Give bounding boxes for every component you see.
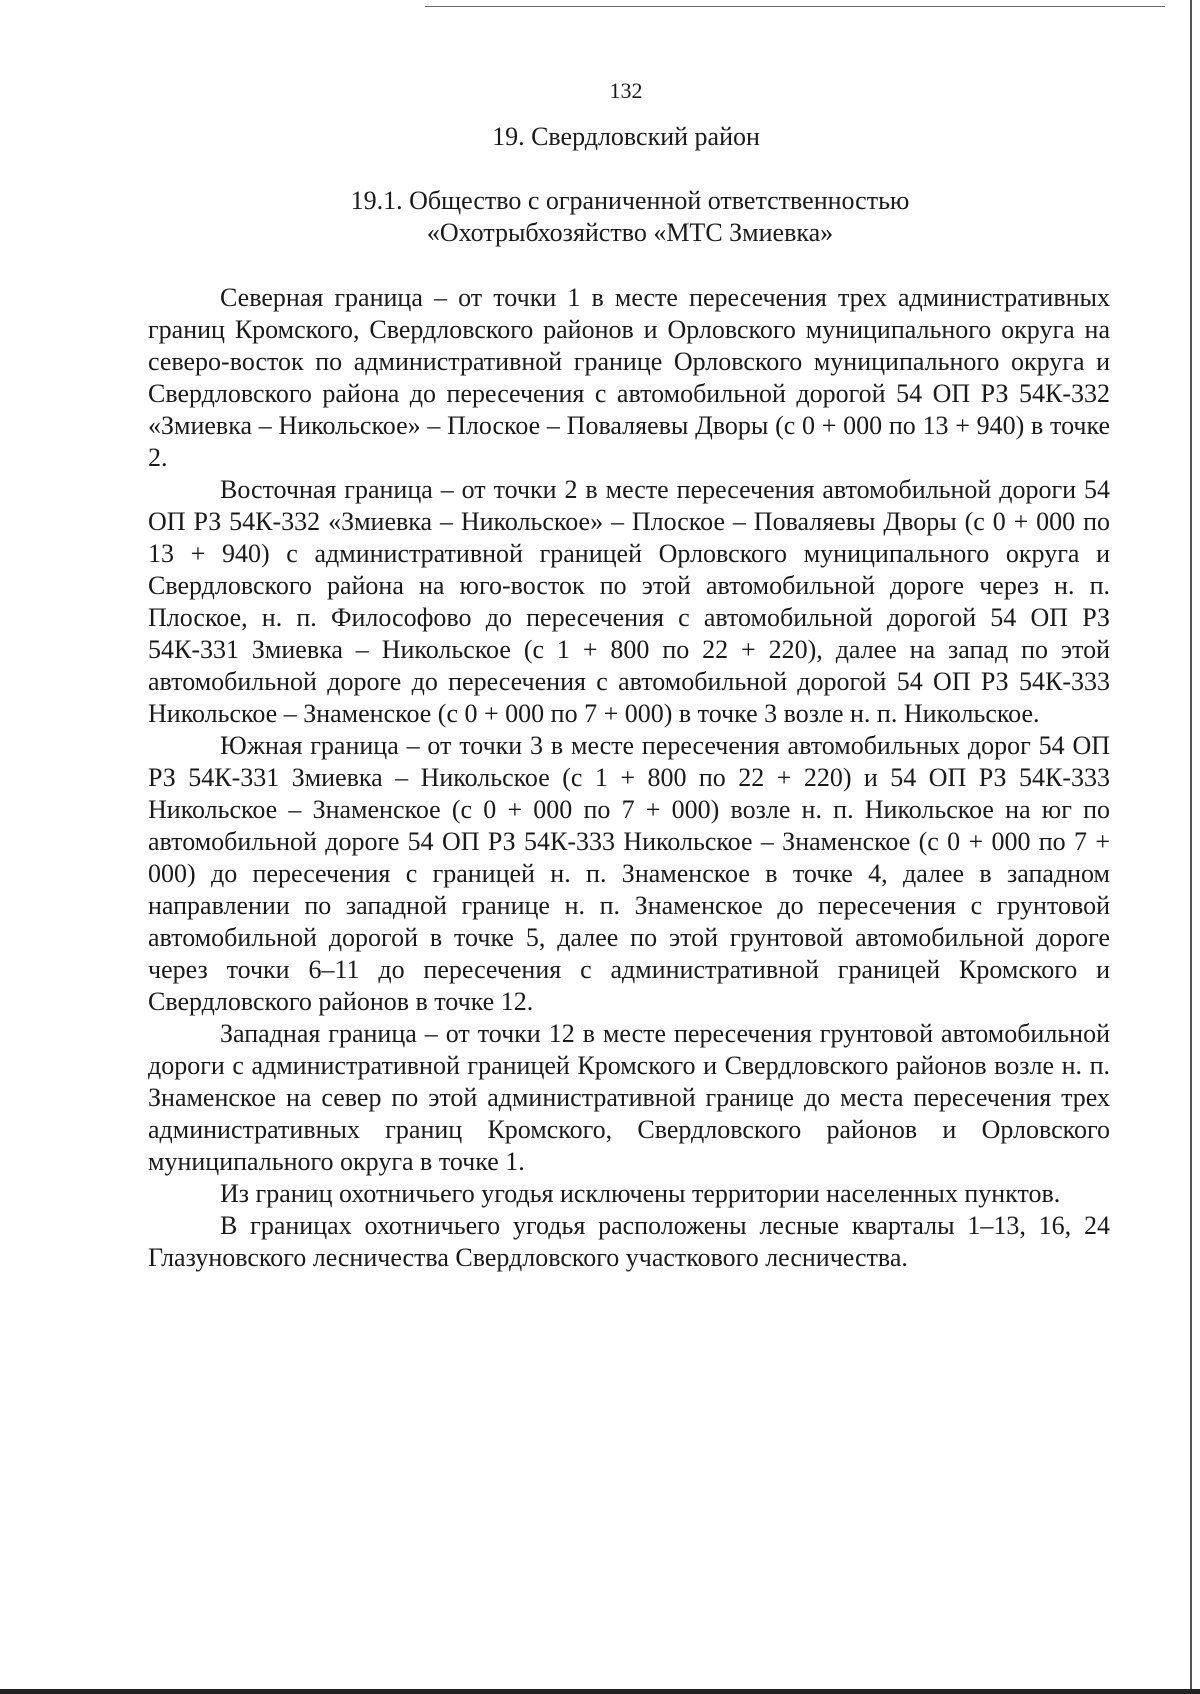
scan-right-edge (1190, 0, 1192, 1694)
paragraph-west-border: Западная граница – от точки 12 в месте пересечения грунтовой автомобильной дороги с административной границей Кромского и Свердловского районов возле н. п. Знаменское на север по этой административной границе до места пересечения трех административных границ Кромского, Свердловского районов и Орловского муниципального округа в точке 1. (148, 1019, 1110, 1176)
subsection-title-line-1: 19.1. Общество с ограниченной ответственностью (350, 186, 910, 215)
scan-top-edge (425, 6, 1165, 7)
paragraph-east-border: Восточная граница – от точки 2 в месте пересечения автомобильной дороги 54 ОП РЗ 54К-332 «Змиевка – Никольское» – Плоское – Поваляевы Дворы (с 0 + 000 по 13 + 940) с административной границей Орловского муниципального округа и Свердловского района на юго-восток по этой автомобильной дороге через н. п. Плоское, н. п. Философово до пересечения с автомобильной дорогой 54 ОП РЗ 54К-331 Змиевка – Никольское (с 1 + 800 по 22 + 220), далее на запад по этой автомобильной дороге до пересечения с автомобильной дорогой 54 ОП РЗ 54К-333 Никольское – Знаменское (с 0 + 000 по 7 + 000) в точке 3 возле н. п. Никольское. (148, 475, 1110, 728)
paragraph-exclusions: Из границ охотничьего угодья исключены территории населенных пунктов. (220, 1179, 1061, 1208)
paragraph-north-border: Северная граница – от точки 1 в месте пересечения трех административных границ Кромского, Свердловского районов и Орловского муниципального округа на северо-восток по административной границе Орловского муниципального округа и Свердловского района до пересечения с автомобильной дорогой 54 ОП РЗ 54К-332 «Змиевка – Никольское» – Плоское – Поваляевы Дворы (с 0 + 000 по 13 + 940) в точке 2. (148, 283, 1110, 472)
subsection-title (148, 185, 1112, 249)
subsection-title-line-2: «Охотрыбхозяйство «МТС Змиевка» (426, 218, 834, 247)
paragraph-forest-quarters: В границах охотничьего угодья расположены лесные кварталы 1–13, 16, 24 Глазуновского лесничества Свердловского участкового лесничества. (148, 1211, 1110, 1272)
page-number: 132 (609, 78, 643, 103)
document-body (148, 282, 1110, 1274)
section-title: 19. Свердловский район (492, 122, 760, 151)
scan-bottom-edge (0, 1689, 1200, 1694)
paragraph-south-border: Южная граница – от точки 3 в месте пересечения автомобильных дорог 54 ОП РЗ 54К-331 Змиевка – Никольское (с 1 + 800 по 22 + 220) и 54 ОП РЗ 54К-333 Никольское – Знаменское (с 0 + 000 по 7 + 000) возле н. п. Никольское на юг по автомобильной дороге 54 ОП РЗ 54К-333 Никольское – Знаменское (с 0 + 000 по 7 + 000) до пересечения с границей н. п. Знаменское в точке 4, далее в западном направлении по западной границе н. п. Знаменское до пересечения с грунтовой автомобильной дорогой в точке 5, далее по этой грунтовой автомобильной дороге через точки 6–11 до пересечения с административной границей Кромского и Свердловского районов в точке 12. (148, 731, 1110, 1016)
